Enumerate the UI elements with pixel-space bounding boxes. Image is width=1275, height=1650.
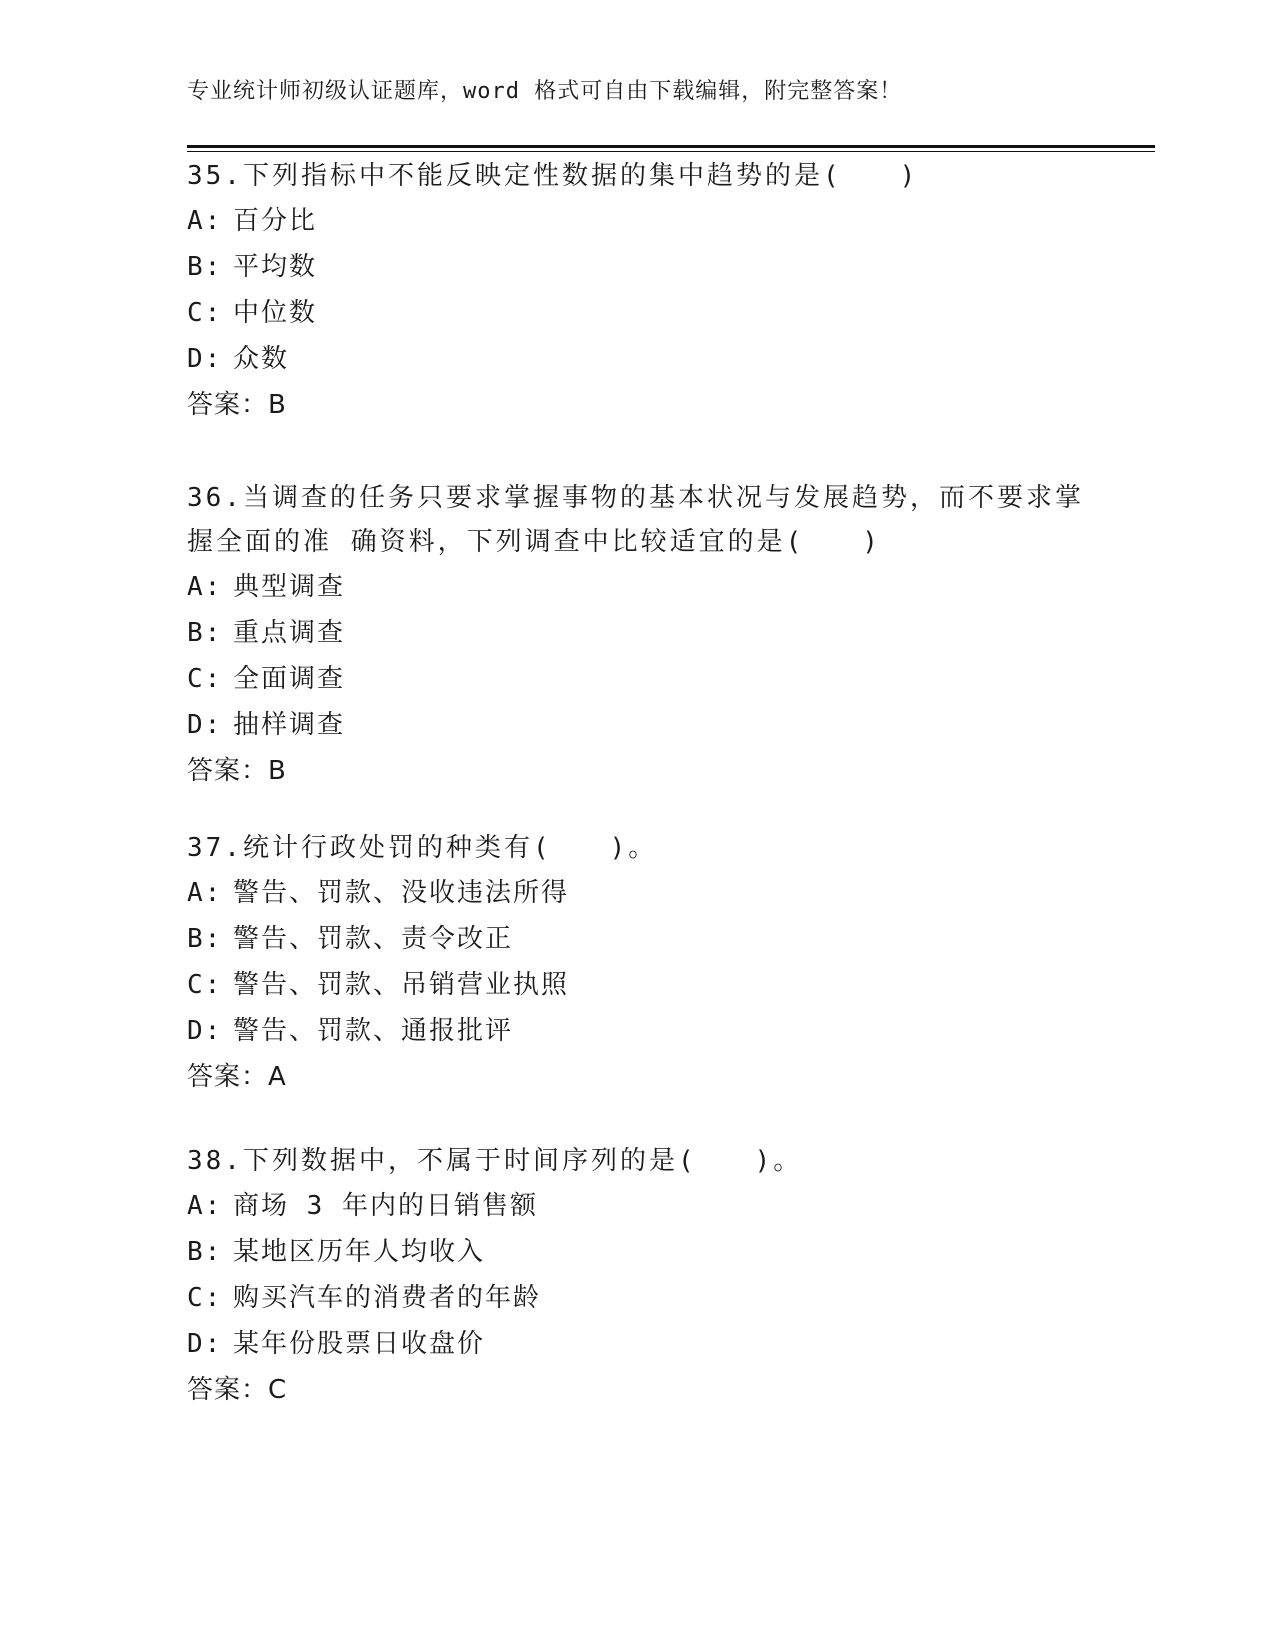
option-text: 中位数: [233, 298, 318, 328]
question-stem: 握全面的准 确资料，下列调查中比较适宜的是( ): [187, 527, 881, 557]
option-text: 众数: [233, 344, 290, 374]
question-36: [187, 476, 1087, 794]
option-text: 平均数: [233, 252, 318, 282]
option-d: [187, 1321, 1087, 1367]
option-letter: B:: [187, 1237, 223, 1267]
option-a: [187, 870, 1087, 916]
option-a: [187, 198, 1087, 244]
option-text: 某地区历年人均收入: [233, 1237, 486, 1267]
option-letter: D:: [187, 710, 223, 740]
option-letter: B:: [187, 252, 223, 282]
answer-line: 答案：B: [187, 390, 287, 420]
option-text: 购买汽车的消费者的年龄: [233, 1283, 542, 1313]
option-a: [187, 564, 1087, 610]
option-text: 警告、罚款、责令改正: [233, 924, 514, 954]
option-c: [187, 962, 1087, 1008]
option-text: 百分比: [233, 206, 318, 236]
option-text: 商场 3 年内的日销售额: [233, 1191, 538, 1221]
option-letter: D:: [187, 1016, 223, 1046]
answer-line: 答案：C: [187, 1375, 288, 1405]
option-a: [187, 1183, 1087, 1229]
option-letter: A:: [187, 878, 223, 908]
option-letter: C:: [187, 664, 223, 694]
option-b: [187, 610, 1087, 656]
answer-line: 答案：B: [187, 756, 287, 786]
page-header: 专业统计师初级认证题库，word 格式可自由下载编辑，附完整答案！: [187, 79, 903, 104]
question-stem: 36.当调查的任务只要求掌握事物的基本状况与发展趋势，而不要求掌: [187, 483, 1084, 513]
question-38: [187, 1139, 1087, 1413]
option-letter: B:: [187, 924, 223, 954]
option-letter: C:: [187, 970, 223, 1000]
option-b: [187, 1229, 1087, 1275]
option-text: 全面调查: [233, 664, 346, 694]
option-letter: B:: [187, 618, 223, 648]
question-37: [187, 826, 1087, 1100]
option-text: 典型调查: [233, 572, 346, 602]
option-text: 重点调查: [233, 618, 346, 648]
option-letter: C:: [187, 1283, 223, 1313]
option-b: [187, 916, 1087, 962]
option-letter: A:: [187, 572, 223, 602]
option-b: [187, 244, 1087, 290]
option-text: 某年份股票日收盘价: [233, 1329, 486, 1359]
question-35: [187, 154, 1087, 428]
option-letter: A:: [187, 206, 223, 236]
question-stem: 38.下列数据中，不属于时间序列的是( )。: [187, 1146, 803, 1176]
option-c: [187, 1275, 1087, 1321]
answer-line: 答案：A: [187, 1062, 287, 1092]
option-text: 警告、罚款、没收违法所得: [233, 878, 570, 908]
question-stem: 37.统计行政处罚的种类有( )。: [187, 833, 658, 863]
option-text: 警告、罚款、通报批评: [233, 1016, 514, 1046]
question-stem: 35.下列指标中不能反映定性数据的集中趋势的是( ): [187, 161, 919, 191]
option-text: 抽样调查: [233, 710, 346, 740]
option-d: [187, 336, 1087, 382]
option-letter: D:: [187, 344, 223, 374]
option-letter: A:: [187, 1191, 223, 1221]
option-c: [187, 290, 1087, 336]
option-letter: D:: [187, 1329, 223, 1359]
option-text: 警告、罚款、吊销营业执照: [233, 970, 570, 1000]
option-d: [187, 1008, 1087, 1054]
header-divider: [187, 145, 1155, 152]
option-letter: C:: [187, 298, 223, 328]
option-c: [187, 656, 1087, 702]
option-d: [187, 702, 1087, 748]
